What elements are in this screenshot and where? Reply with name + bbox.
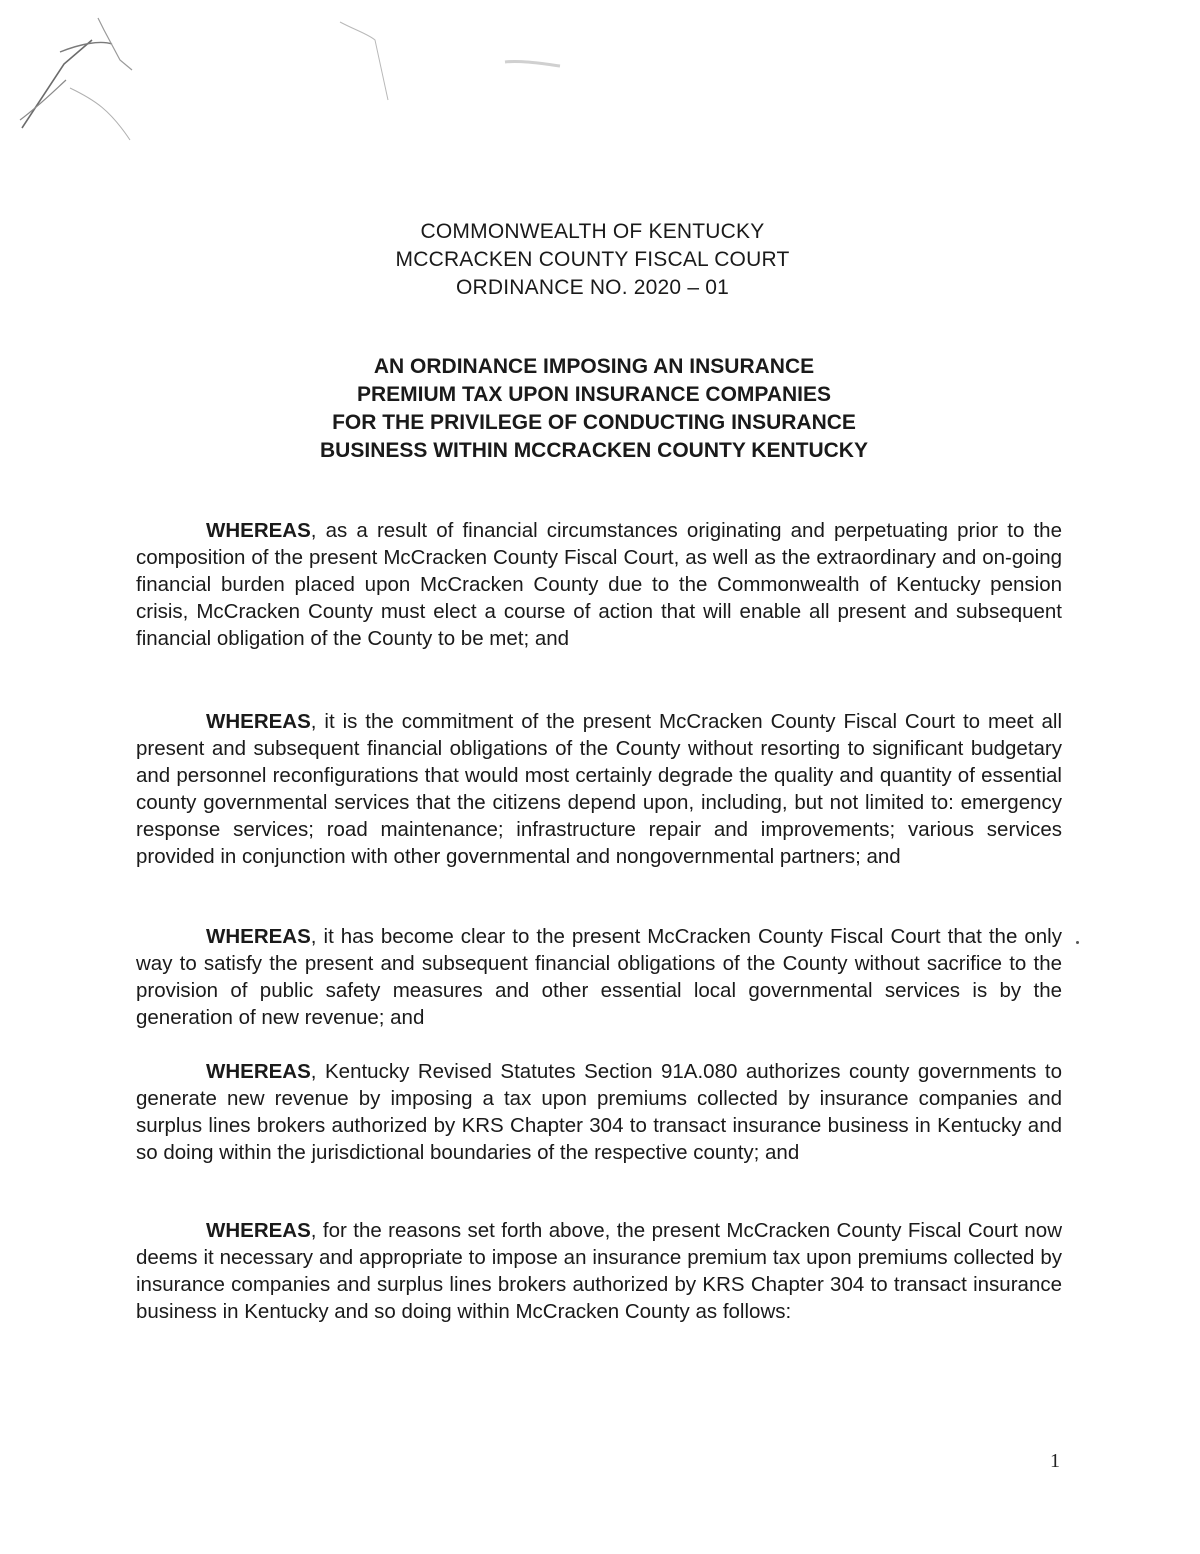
whereas-lead: WHEREAS [206, 1060, 311, 1083]
whereas-paragraph-5 [136, 1217, 1062, 1325]
whereas-lead: WHEREAS [206, 519, 311, 542]
paragraph-text: , as a result of financial circumstances originating and perpetuating prior to the composition of the present McCracken County Fiscal Court, as well as the extraordinary and on-going financial burden placed upon McCracken County due to the Commonwealth of Kentucky pension crisis, McCracken County must elect a course of action that will enable all present and subsequent financial obligation of the County to be met; and [136, 519, 1062, 650]
header-ordinance-number: ORDINANCE NO. 2020 – 01 [455, 276, 730, 299]
ordinance-title [0, 353, 1188, 465]
scan-speck [1076, 941, 1079, 944]
title-line-4: BUSINESS WITHIN MCCRACKEN COUNTY KENTUCKY [320, 439, 868, 462]
whereas-paragraph-2 [136, 708, 1062, 870]
whereas-lead: WHEREAS [206, 1219, 311, 1242]
whereas-paragraph-3 [136, 923, 1062, 1031]
title-line-1: AN ORDINANCE IMPOSING AN INSURANCE [373, 355, 815, 378]
scan-artifact-marks [0, 0, 700, 180]
whereas-lead: WHEREAS [206, 925, 311, 948]
whereas-lead: WHEREAS [206, 710, 311, 733]
paragraph-text: , Kentucky Revised Statutes Section 91A.080 authorizes county governments to generate new revenue by imposing a tax upon premiums collected by insurance companies and surplus lines brokers authorized by KRS Chapter 304 to transact insurance business in Kentucky and so doing within the jurisdictional boundaries of the respective county; and [136, 1060, 1062, 1164]
whereas-paragraph-1 [136, 517, 1062, 652]
paragraph-text: , it is the commitment of the present McCracken County Fiscal Court to meet all present and subsequent financial obligations of the County without resorting to significant budgetary and personnel reconfigurations that would most certainly degrade the quality and quantity of essential county governmental services that the citizens depend upon, including, but not limited to: emergency response services; road maintenance; infrastructure repair and improvements; various services provided in conjunction with other governmental and nongovernmental partners; and [136, 710, 1062, 868]
header-commonwealth: COMMONWEALTH OF KENTUCKY [420, 220, 765, 243]
paragraph-text: , for the reasons set forth above, the present McCracken County Fiscal Court now deems it necessary and appropriate to impose an insurance premium tax upon premiums collected by insurance companies and surplus lines brokers authorized by KRS Chapter 304 to transact insurance business in Kentucky and so doing within McCracken County as follows: [136, 1219, 1062, 1323]
whereas-paragraph-4 [136, 1058, 1062, 1166]
paragraph-text: , it has become clear to the present McCracken County Fiscal Court that the only way to satisfy the present and subsequent financial obligations of the County without sacrifice to the provision of public safety measures and other essential local governmental services is by the generation of new revenue; and [136, 925, 1062, 1029]
title-line-2: PREMIUM TAX UPON INSURANCE COMPANIES [356, 383, 832, 406]
title-line-3: FOR THE PRIVILEGE OF CONDUCTING INSURANCE [332, 411, 856, 434]
page-number: 1 [1050, 1450, 1060, 1472]
document-header [0, 218, 1185, 302]
header-fiscal-court: MCCRACKEN COUNTY FISCAL COURT [395, 248, 790, 271]
